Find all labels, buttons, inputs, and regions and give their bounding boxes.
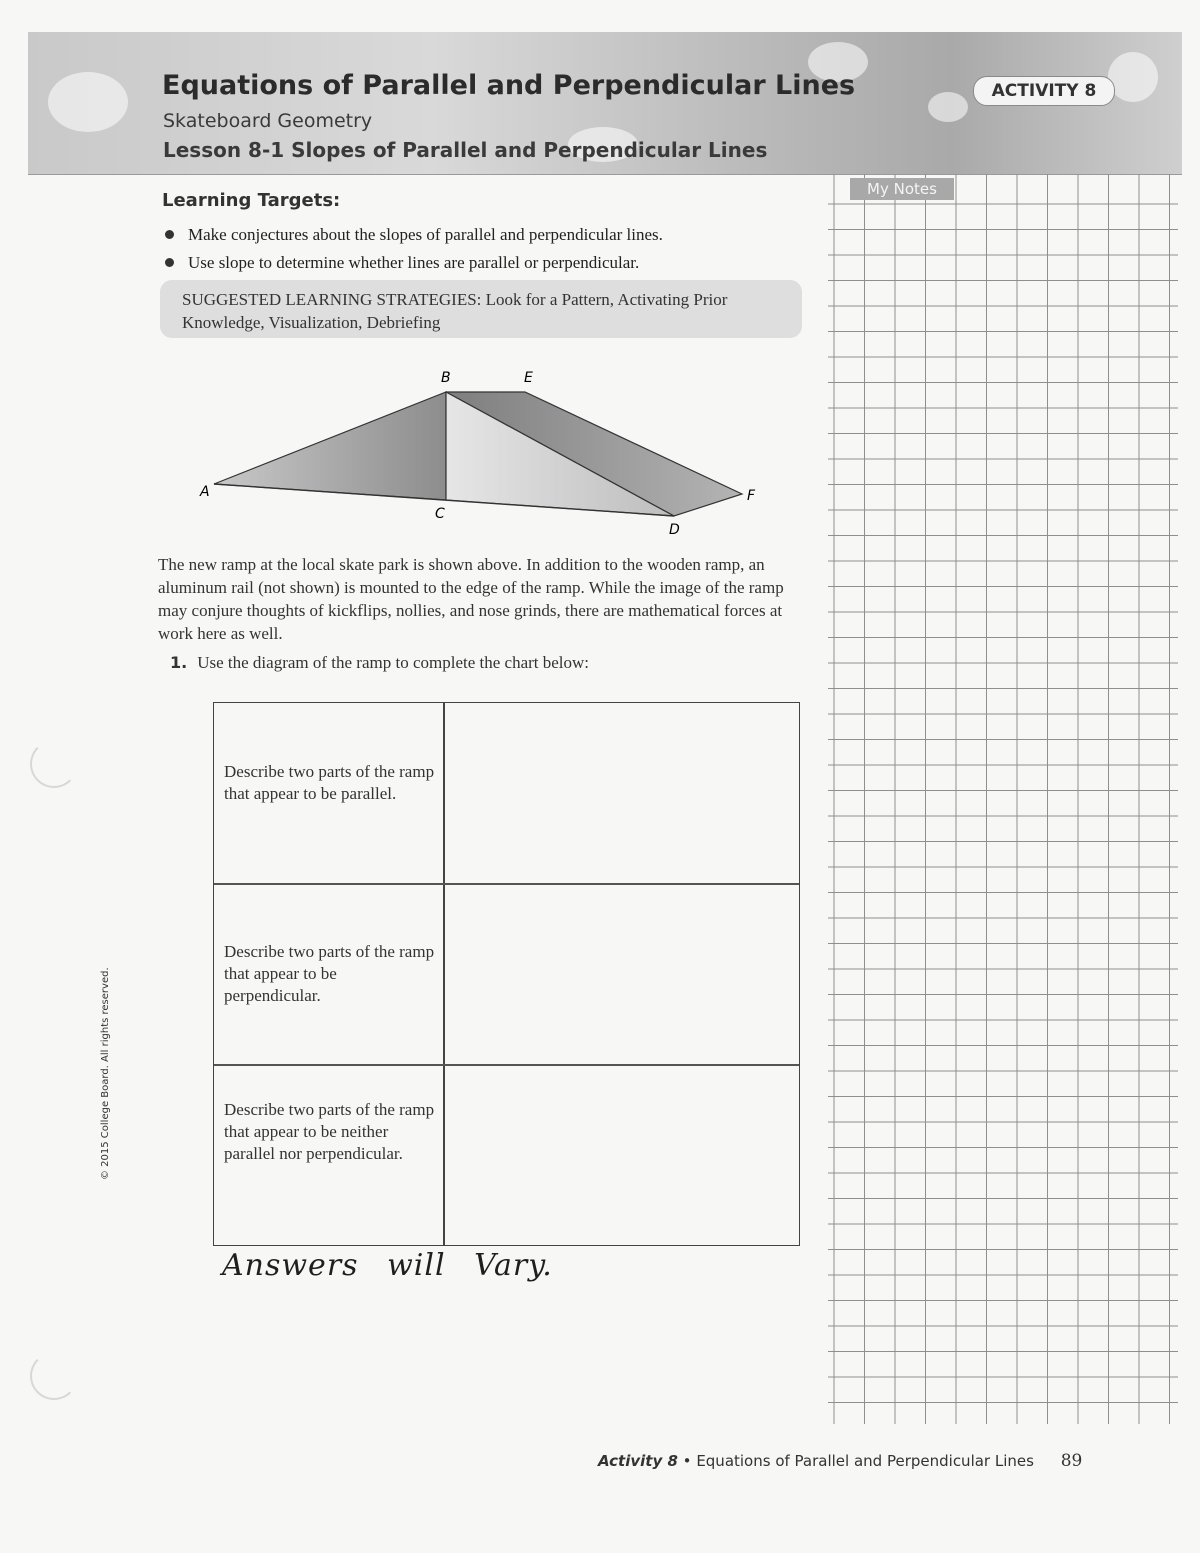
lesson-title: Lesson 8-1 Slopes of Parallel and Perpendicular Lines (163, 138, 768, 162)
learning-target-text: Use slope to determine whether lines are parallel or perpendicular. (188, 253, 640, 272)
page-subtitle: Skateboard Geometry (163, 110, 373, 132)
vertex-label-d: D (669, 522, 680, 538)
page-title: Equations of Parallel and Perpendicular Lines (162, 70, 856, 101)
my-notes-panel (828, 174, 1178, 1424)
chart-row-label-parallel: Describe two parts of the ramp that appear to be parallel. (224, 762, 435, 803)
learning-targets-list (162, 222, 663, 278)
chart-column-divider (443, 703, 445, 1245)
vertex-label-c: C (435, 506, 445, 522)
ramp-left-face (214, 392, 446, 500)
learning-strategies-text: SUGGESTED LEARNING STRATEGIES: Look for a Pattern, Activating Prior Knowledge, Visualization, Debriefing (182, 290, 728, 332)
vertex-label-e: E (524, 370, 533, 386)
chart-row-divider (214, 883, 799, 885)
vertex-label-f: F (747, 488, 756, 504)
question-number: 1. (170, 653, 188, 672)
chart-row-label-perpendicular: Describe two parts of the ramp that appear to be perpendicular. (224, 942, 435, 1005)
handwritten-answer: Answers will Vary. (222, 1248, 553, 1283)
binder-hole-mark (30, 740, 78, 788)
bullet-icon (165, 230, 174, 239)
learning-strategies-box (160, 280, 802, 338)
binder-hole-mark (30, 1352, 78, 1400)
chart-row-label-neither: Describe two parts of the ramp that appear to be neither parallel nor perpendicular. (224, 1100, 435, 1163)
learning-target-text: Make conjectures about the slopes of parallel and perpendicular lines. (188, 225, 663, 244)
activity-badge: ACTIVITY 8 (973, 76, 1115, 106)
copyright-notice: © 2015 College Board. All rights reserved. (100, 967, 111, 1180)
answer-chart (213, 702, 800, 1246)
footer-activity: Activity 8 (598, 1452, 678, 1470)
learning-targets-heading: Learning Targets: (162, 190, 341, 211)
question-text: Use the diagram of the ramp to complete the chart below: (197, 653, 590, 672)
bullet-icon (165, 258, 174, 267)
footer-title: Equations of Parallel and Perpendicular Lines (696, 1452, 1034, 1470)
chart-row-divider (214, 1064, 799, 1066)
question-1 (170, 653, 589, 673)
chart-answer-cell-neither[interactable] (446, 1067, 796, 1243)
ramp-diagram (190, 364, 790, 544)
page-number: 89 (1060, 1451, 1083, 1471)
banner-texture (48, 72, 128, 132)
page-footer (598, 1451, 1082, 1471)
learning-target-item (162, 250, 663, 278)
banner-texture (928, 92, 968, 122)
chart-answer-cell-parallel[interactable] (446, 705, 796, 881)
learning-target-item (162, 222, 663, 250)
banner-texture (1108, 52, 1158, 102)
vertex-label-b: B (441, 370, 451, 386)
notes-grid (828, 174, 1178, 1424)
chart-answer-cell-perpendicular[interactable] (446, 886, 796, 1062)
my-notes-label: My Notes (850, 178, 954, 200)
vertex-label-a: A (200, 484, 210, 500)
footer-separator: • (682, 1452, 692, 1470)
intro-paragraph: The new ramp at the local skate park is shown above. In addition to the wooden ramp, an aluminum rail (not shown) is mounted to the edge of the ramp. While the image of the ramp may conjure thoughts of kickflips, nollies, and nose grinds, there are mathematical forces at work here as well. (158, 555, 784, 643)
notes-grid-lines (828, 174, 1178, 1424)
